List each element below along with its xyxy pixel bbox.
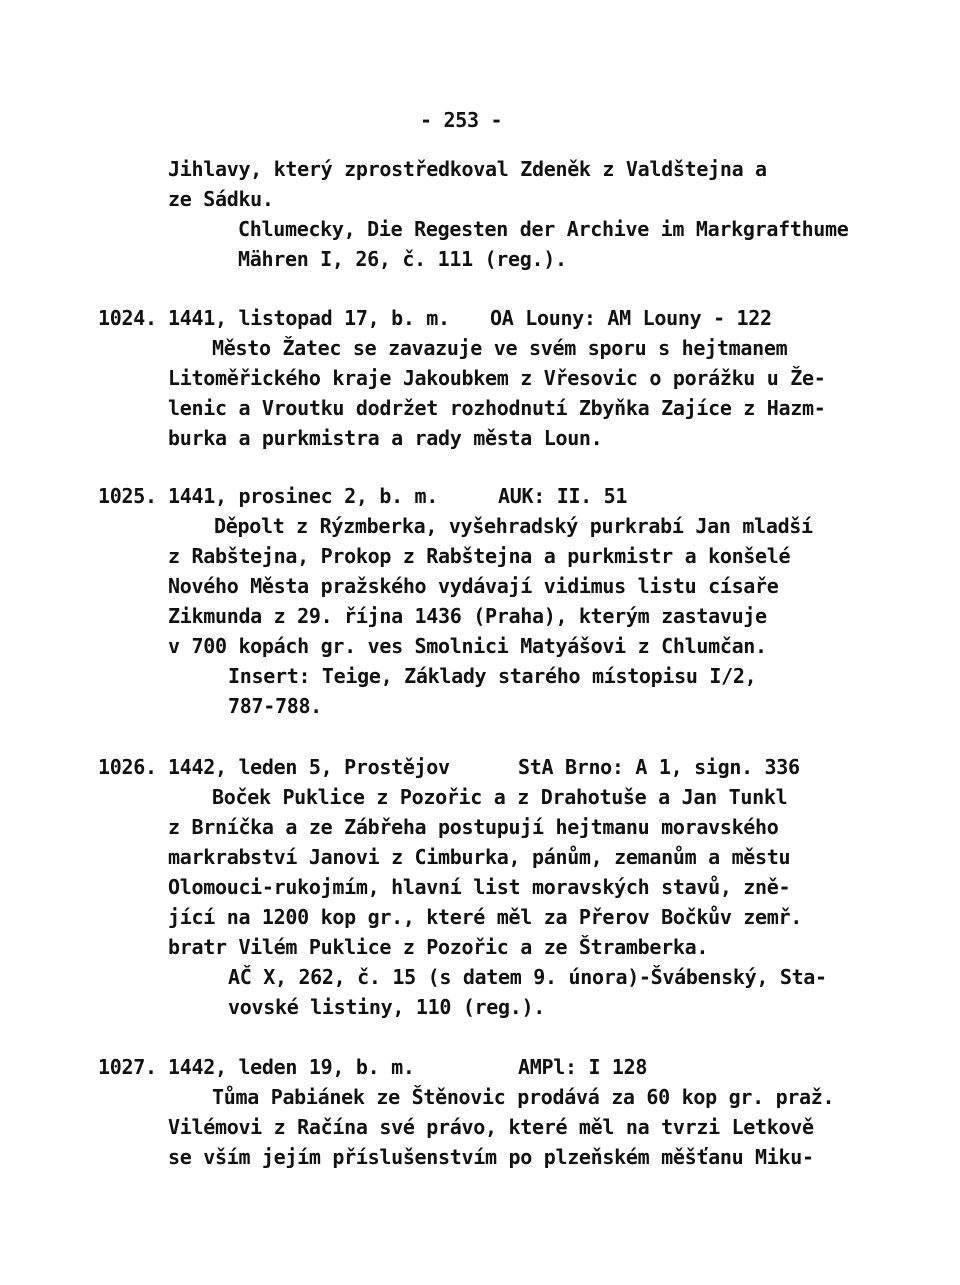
entry-source: StA Brno: A 1, sign. 336	[518, 755, 800, 779]
entry-line: se vším jejím příslušenstvím po plzeňském měšťanu Miku-	[168, 1145, 814, 1169]
entry-line: v 700 kopách gr. ves Smolnici Matyášovi z Chlumčan.	[168, 634, 767, 658]
entry-header: 1441, listopad 17, b. m.	[168, 306, 450, 330]
entry-reference: 787-788.	[228, 694, 322, 718]
entry-source: OA Louny: AM Louny - 122	[490, 306, 772, 330]
intro-reference: Chlumecky, Die Regesten der Archive im Markgrafthume	[238, 217, 849, 241]
intro-line: ze Sádku.	[168, 187, 274, 211]
entry-line: Nového Města pražského vydávají vidimus listu císaře	[168, 574, 779, 598]
entry-line: burka a purkmistra a rady města Loun.	[168, 426, 603, 450]
entry-header: 1442, leden 5, Prostějov	[168, 755, 450, 779]
entry-reference: vovské listiny, 110 (reg.).	[228, 995, 546, 1019]
entry-reference: Insert: Teige, Základy starého místopisu I/2,	[228, 664, 757, 688]
entry-number: 1024.	[98, 306, 157, 330]
page-number: - 253 -	[420, 108, 503, 132]
entry-line: z Brníčka a ze Zábřeha postupují hejtmanu moravského	[168, 815, 779, 839]
entry-line: Tůma Pabiánek ze Štěnovic prodává za 60 kop gr. praž.	[212, 1085, 835, 1109]
entry-reference: AČ X, 262, č. 15 (s datem 9. února)-Švábenský, Sta-	[228, 965, 827, 989]
entry-line: Zikmunda z 29. října 1436 (Praha), kterým zastavuje	[168, 604, 767, 628]
entry-source: AUK: II. 51	[498, 484, 628, 508]
entry-header: 1441, prosinec 2, b. m.	[168, 484, 439, 508]
entry-line: jící na 1200 kop gr., které měl za Přerov Bočkův zemř.	[168, 905, 803, 929]
entry-line: Litoměřického kraje Jakoubkem z Vřesovic o porážku u Že-	[168, 366, 826, 390]
intro-reference: Mähren I, 26, č. 111 (reg.).	[238, 247, 567, 271]
entry-line: bratr Vilém Puklice z Pozořic a ze Štramberka.	[168, 935, 709, 959]
entry-line: Vilémovi z Račína své právo, které měl na tvrzi Letkově	[168, 1115, 814, 1139]
entry-header: 1442, leden 19, b. m.	[168, 1055, 415, 1079]
entry-line: Město Žatec se zavazuje ve svém sporu s hejtmanem	[212, 336, 788, 360]
entry-source: AMPl: I 128	[518, 1055, 648, 1079]
intro-line: Jihlavy, který zprostředkoval Zdeněk z Valdštejna a	[168, 157, 767, 181]
entry-line: z Rabštejna, Prokop z Rabštejna a purkmistr a konšelé	[168, 544, 791, 568]
entry-number: 1027.	[98, 1055, 157, 1079]
entry-line: Boček Puklice z Pozořic a z Drahotuše a Jan Tunkl	[212, 785, 788, 809]
entry-line: Olomouci-rukojmím, hlavní list moravských stavů, zně-	[168, 875, 791, 899]
entry-line: lenic a Vroutku dodržet rozhodnutí Zbyňka Zajíce z Hazm-	[168, 396, 826, 420]
entry-line: markrabství Janovi z Cimburka, pánům, zemanům a městu	[168, 845, 791, 869]
entry-number: 1026.	[98, 755, 157, 779]
entry-number: 1025.	[98, 484, 157, 508]
entry-line: Děpolt z Rýzmberka, vyšehradský purkrabí Jan mladší	[214, 514, 813, 538]
